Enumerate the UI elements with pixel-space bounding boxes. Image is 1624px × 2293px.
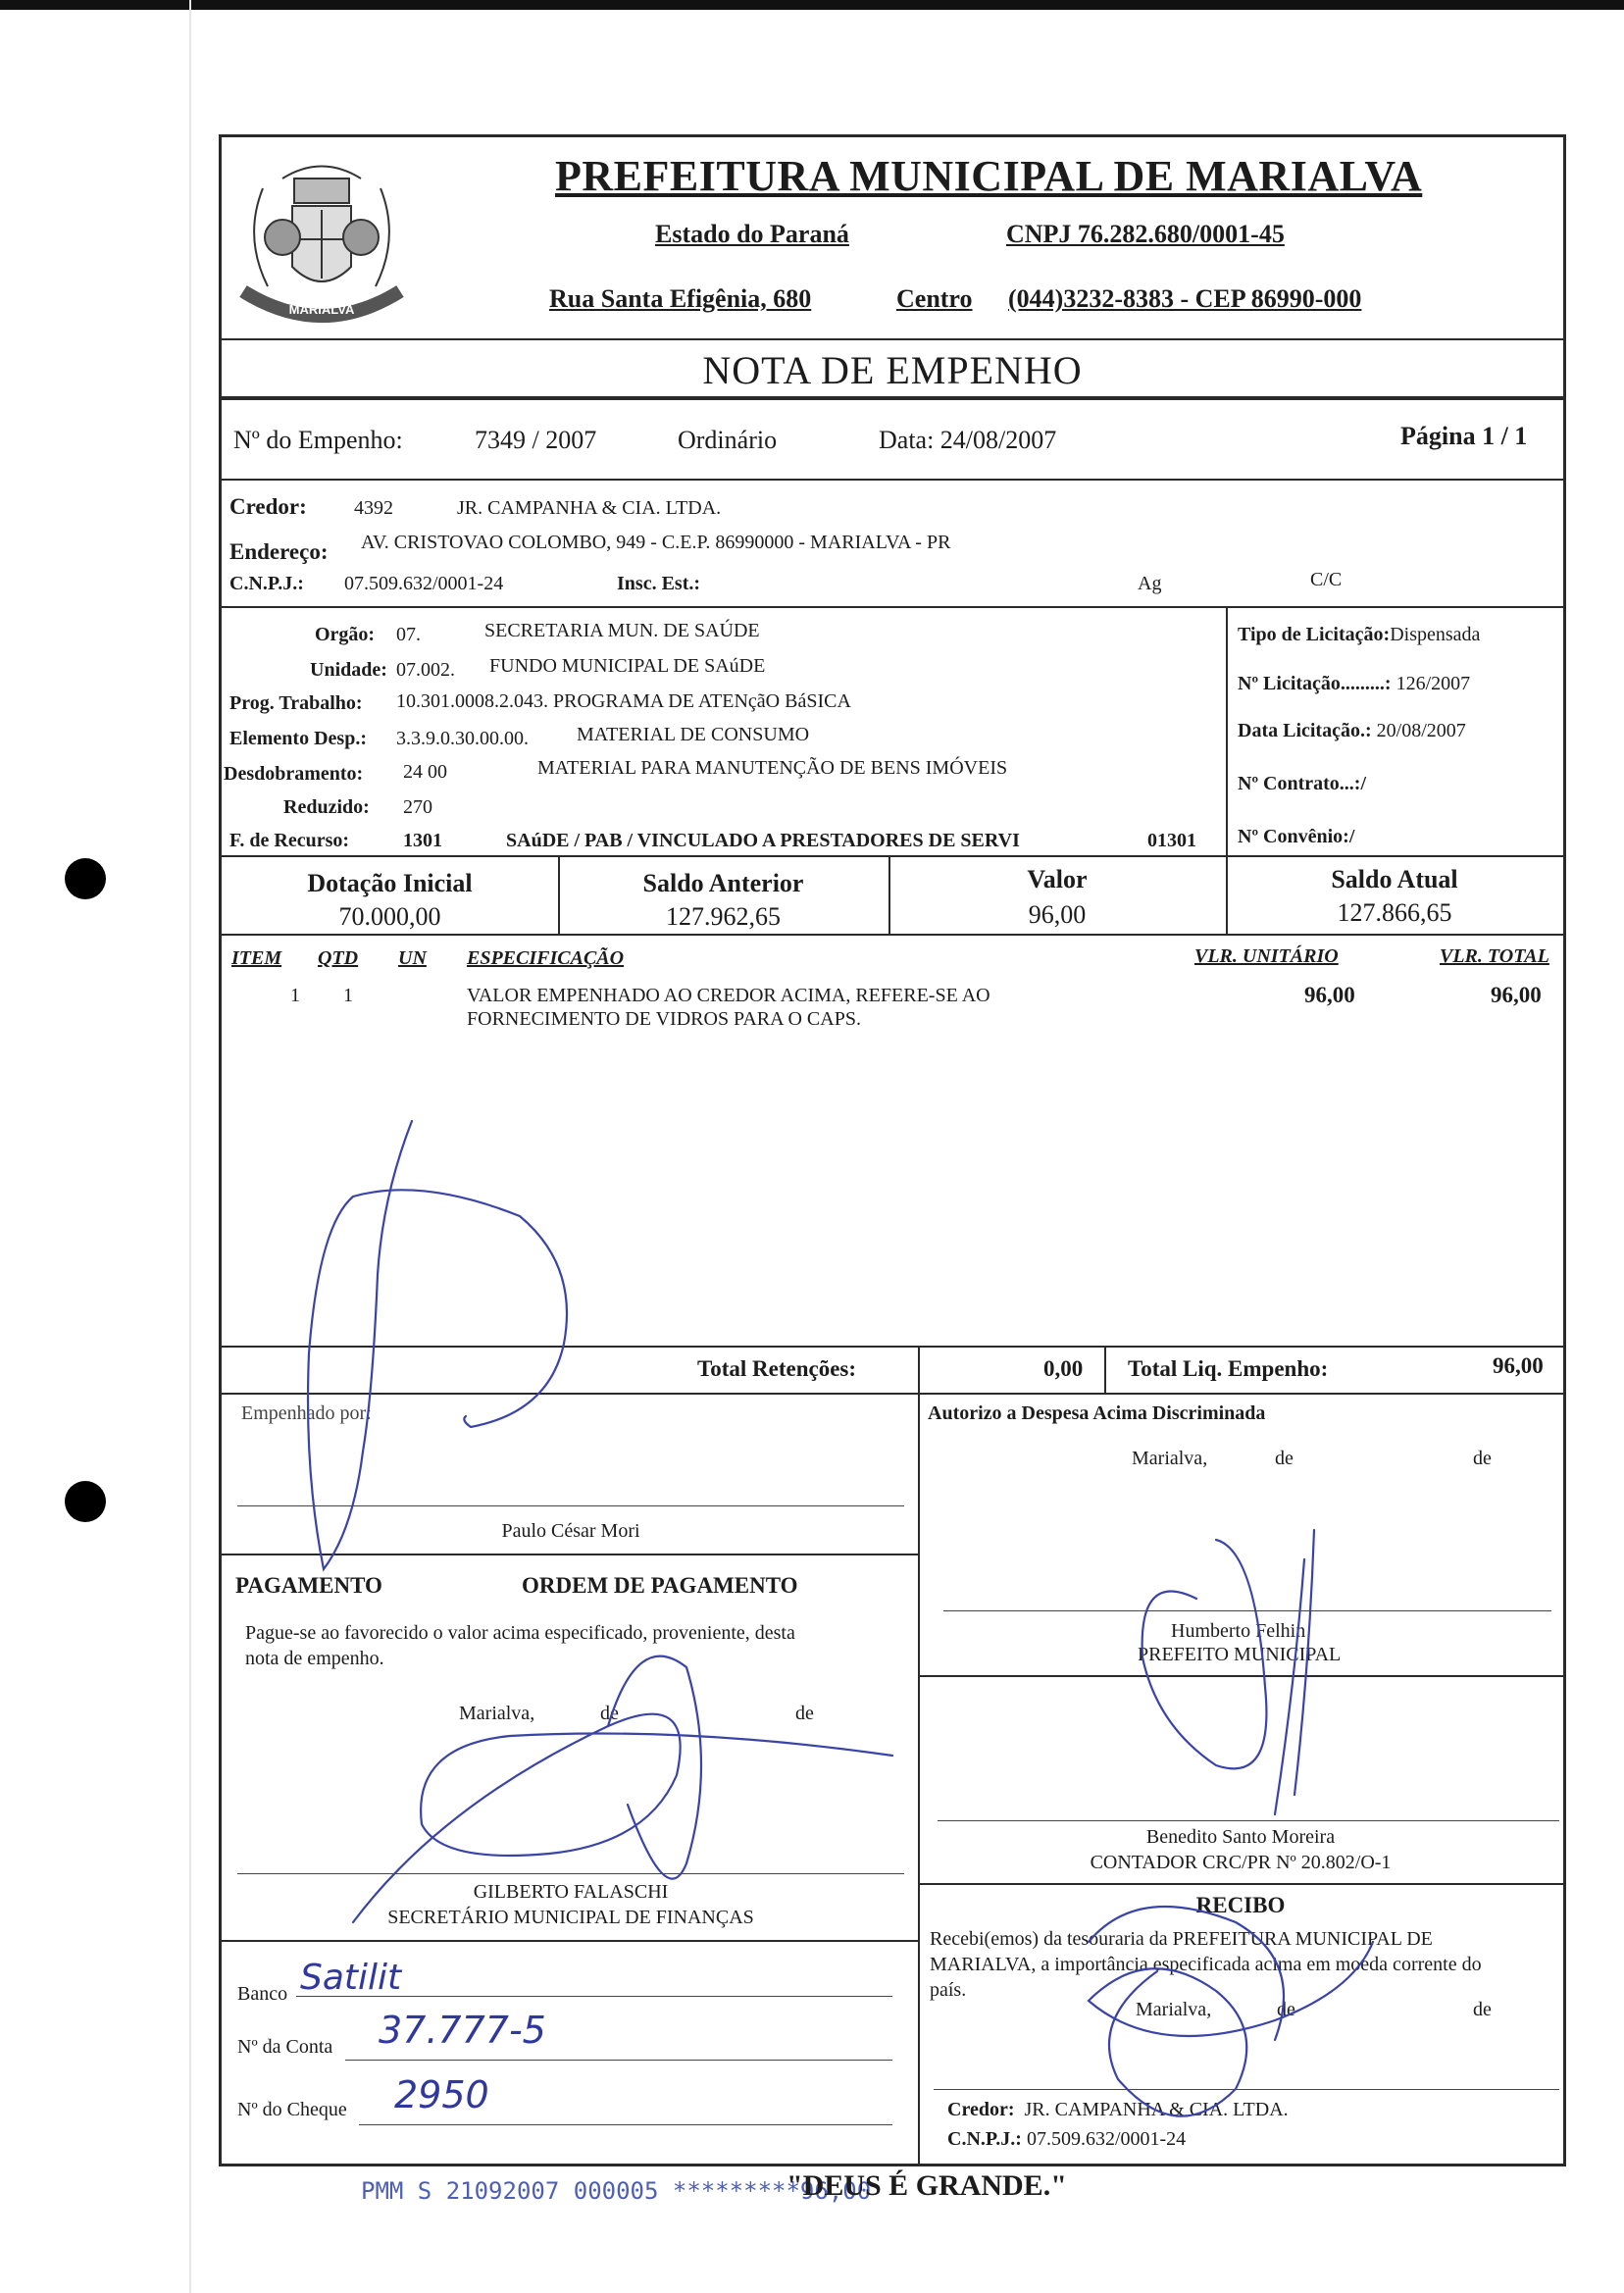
- recibo-de-2: de: [1473, 1999, 1492, 2020]
- numero-contrato: Nº Contrato...:/: [1238, 773, 1367, 794]
- unidade-code: 07.002.: [396, 659, 455, 681]
- item-desc-line1: VALOR EMPENHADO AO CREDOR ACIMA, REFERE-SE AO: [467, 985, 990, 1006]
- total-liquido-label: Total Liq. Empenho:: [1128, 1356, 1329, 1381]
- credor-name: JR. CAMPANHA & CIA. LTDA.: [457, 497, 722, 519]
- desdobramento-code: 24 00: [403, 761, 447, 783]
- unidade-name: FUNDO MUNICIPAL DE SAúDE: [489, 655, 766, 677]
- numero-conta-label: Nº da Conta: [237, 2036, 333, 2058]
- pagamento-label: PAGAMENTO: [235, 1573, 382, 1598]
- data-licitacao: Data Licitação.: 20/08/2007: [1238, 720, 1466, 741]
- numero-convenio: Nº Convênio:/: [1238, 826, 1355, 847]
- item-unit-value: 96,00: [1304, 983, 1355, 1007]
- autorizo-de-1: de: [1275, 1448, 1294, 1469]
- cnpj-credor-value: 07.509.632/0001-24: [344, 573, 504, 594]
- address-phone-cep: (044)3232-8383 - CEP 86990-000: [1008, 284, 1362, 313]
- saldo-atual-value: 127.866,65: [1337, 898, 1452, 927]
- recibo-text-3: país.: [930, 1979, 967, 2001]
- pagamento-text-2: nota de empenho.: [245, 1648, 384, 1669]
- cnpj-credor-label: C.N.P.J.:: [229, 573, 304, 594]
- elemento-name: MATERIAL DE CONSUMO: [577, 724, 810, 745]
- autorizo-label: Autorizo a Despesa Acima Discriminada: [928, 1402, 1266, 1424]
- autorizo-place: Marialva,: [1132, 1448, 1208, 1469]
- recibo-text-1: Recebi(emos) da tesouraria da PREFEITURA MUNICIPAL DE: [930, 1928, 1433, 1950]
- secretario-name: GILBERTO FALASCHI: [473, 1881, 669, 1903]
- col-header-qtd: QTD: [318, 947, 359, 969]
- pagamento-de-2: de: [795, 1703, 814, 1724]
- empenho-number: 7349 / 2007: [475, 426, 597, 454]
- recibo-text-2: MARIALVA, a importância especificada acima em moeda corrente do: [930, 1954, 1482, 1975]
- valor-value: 96,00: [1028, 900, 1087, 929]
- endereco-value: AV. CRISTOVAO COLOMBO, 949 - C.E.P. 86990000 - MARIALVA - PR: [361, 532, 951, 553]
- item-number: 1: [290, 985, 300, 1006]
- conta-corrente-label: C/C: [1310, 569, 1343, 590]
- endereco-label: Endereço:: [229, 539, 329, 564]
- orgao-label: Orgão:: [315, 624, 376, 645]
- autorizo-de-2: de: [1473, 1448, 1492, 1469]
- col-header-vlr-total: VLR. TOTAL: [1440, 945, 1549, 967]
- insc-est-label: Insc. Est.:: [617, 573, 701, 594]
- state-label: Estado do Paraná: [655, 220, 849, 248]
- payment-stamp: PMM S 21092007 000005 *********96,00: [361, 2177, 872, 2205]
- saldo-anterior-label: Saldo Anterior: [642, 869, 804, 897]
- reduzido-label: Reduzido:: [283, 796, 370, 818]
- pagamento-de-1: de: [600, 1703, 619, 1724]
- recurso-ref: 01301: [1147, 830, 1196, 851]
- scan-top-edge: [0, 0, 1624, 10]
- cnpj-label: CNPJ 76.282.680/0001-45: [1006, 220, 1285, 248]
- svg-text:MARIALVA: MARIALVA: [288, 302, 355, 317]
- total-retencoes-label: Total Retenções:: [697, 1356, 857, 1381]
- banco-label: Banco: [237, 1983, 288, 2005]
- table-row: [222, 983, 1563, 1042]
- contador-name: Benedito Santo Moreira: [1145, 1826, 1336, 1848]
- reduzido-value: 270: [403, 796, 432, 818]
- nota-de-empenho-form: [219, 134, 1566, 2166]
- recibo-cnpj: C.N.P.J.: 07.509.632/0001-24: [947, 2128, 1187, 2150]
- punch-hole-top: [65, 858, 106, 899]
- page-title: PREFEITURA MUNICIPAL DE MARIALVA: [555, 152, 1423, 200]
- desdobramento-name: MATERIAL PARA MANUTENÇÃO DE BENS IMÓVEIS: [537, 757, 1008, 779]
- recibo-credor: Credor: JR. CAMPANHA & CIA. LTDA.: [947, 2099, 1289, 2120]
- pagamento-text-1: Pague-se ao favorecido o valor acima especificado, proveniente, desta: [245, 1622, 795, 1644]
- recurso-code: 1301: [403, 830, 442, 851]
- credor-code: 4392: [354, 497, 393, 519]
- prog-trabalho-value: 10.301.0008.2.043. PROGRAMA DE ATENçãO BáSICA: [396, 690, 851, 712]
- address-district: Centro: [896, 284, 973, 313]
- col-header-especificacao: ESPECIFICAÇÃO: [467, 947, 625, 969]
- tipo-licitacao: Tipo de Licitação:Dispensada: [1238, 624, 1481, 645]
- empenho-number-label: Nº do Empenho:: [233, 426, 403, 454]
- saldo-anterior-value: 127.962,65: [666, 902, 781, 931]
- orgao-code: 07.: [396, 624, 421, 645]
- total-retencoes-value: 0,00: [1043, 1356, 1084, 1381]
- dotacao-inicial-value: 70.000,00: [338, 902, 441, 931]
- col-header-un: UN: [398, 947, 427, 969]
- col-header-vlr-unitario: VLR. UNITÁRIO: [1194, 945, 1339, 967]
- recibo-title: RECIBO: [1195, 1893, 1286, 1917]
- address-street: Rua Santa Efigênia, 680: [549, 284, 812, 313]
- dotacao-inicial-label: Dotação Inicial: [307, 869, 473, 897]
- municipal-crest: [224, 149, 420, 335]
- prefeito-role: PREFEITO MUNICIPAL: [1138, 1644, 1342, 1665]
- credor-label: Credor:: [229, 494, 307, 519]
- contador-role: CONTADOR CRC/PR Nº 20.802/O-1: [1090, 1852, 1392, 1873]
- document-title: NOTA DE EMPENHO: [702, 348, 1083, 392]
- recurso-name: SAúDE / PAB / VINCULADO A PRESTADORES DE SERVI: [506, 830, 1020, 851]
- recurso-label: F. de Recurso:: [229, 830, 350, 851]
- pagamento-place: Marialva,: [459, 1703, 535, 1724]
- orgao-name: SECRETARIA MUN. DE SAÚDE: [484, 620, 760, 641]
- unidade-label: Unidade:: [310, 659, 387, 681]
- prog-trabalho-label: Prog. Trabalho:: [229, 692, 363, 714]
- col-header-item: ITEM: [231, 947, 282, 969]
- page-number: Página 1 / 1: [1400, 422, 1528, 450]
- elemento-code: 3.3.9.0.30.00.00.: [396, 728, 529, 749]
- empenho-date: Data: 24/08/2007: [879, 426, 1057, 454]
- numero-conta-value: 37.777-5: [379, 2009, 546, 2052]
- agencia-label: Ag: [1138, 573, 1162, 594]
- banco-value: Satilit: [300, 1958, 402, 1998]
- recibo-de-1: de: [1277, 1999, 1295, 2020]
- empenho-type: Ordinário: [678, 426, 778, 454]
- ordem-pagamento-title: ORDEM DE PAGAMENTO: [522, 1573, 798, 1598]
- desdobramento-label: Desdobramento:: [224, 763, 364, 785]
- paper-fold-line: [189, 0, 191, 2293]
- empenhado-por-label: Empenhado por:: [241, 1402, 372, 1424]
- punch-hole-bottom: [65, 1481, 106, 1522]
- elemento-label: Elemento Desp.:: [229, 728, 367, 749]
- valor-label: Valor: [1027, 865, 1088, 893]
- total-liquido-value: 96,00: [1493, 1353, 1544, 1378]
- item-desc-line2: FORNECIMENTO DE VIDROS PARA O CAPS.: [467, 1008, 861, 1030]
- secretario-role: SECRETÁRIO MUNICIPAL DE FINANÇAS: [387, 1907, 754, 1928]
- numero-licitacao: Nº Licitação.........: 126/2007: [1238, 673, 1471, 694]
- numero-cheque-label: Nº do Cheque: [237, 2099, 347, 2120]
- item-qtd: 1: [343, 985, 353, 1006]
- item-total-value: 96,00: [1491, 983, 1542, 1007]
- recibo-place: Marialva,: [1136, 1999, 1212, 2020]
- empenhado-por-name: Paulo César Mori: [501, 1520, 640, 1542]
- prefeito-name: Humberto Felhin: [1171, 1620, 1306, 1642]
- numero-cheque-value: 2950: [394, 2073, 489, 2116]
- footer-motto: "DEUS É GRANDE.": [787, 2169, 1067, 2202]
- saldo-atual-label: Saldo Atual: [1331, 865, 1458, 893]
